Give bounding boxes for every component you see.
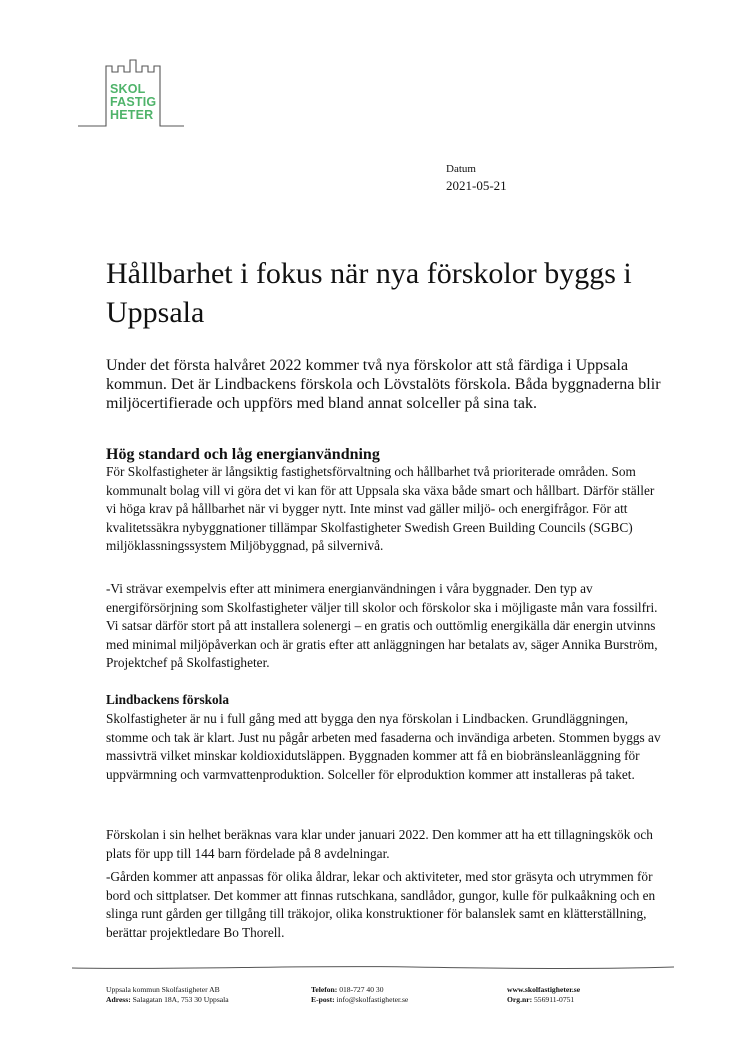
footer-website-link[interactable]: www.skolfastigheter.se	[507, 985, 581, 994]
section2-paragraph-2: Förskolan i sin helhet beräknas vara klar under januari 2022. Den kommer att ha ett tillagningskök och plats för upp till 144 barn fördelade på 8 avdelningar.	[106, 827, 653, 861]
section2-paragraph-3: -Gården kommer att anpassas för olika åldrar, lekar och aktiviteter, med stor gräsyta och utrymmen för bord och sittplatser. Det kommer att finnas rutschkana, sandlådor, gungor, kulle för pulkaåkning och en slinga runt gården ger tillgång till träkojor, olika konstruktioner för balanslek samt en klätterställning, berättar projektledare Bo Thorell.	[106, 869, 656, 940]
logo-line-1: SKOL	[110, 82, 146, 96]
section1-paragraph-1: För Skolfastigheter är långsiktig fastighetsförvaltning och hållbarhet två prioriterade områden. Som kommunalt bolag vill vi göra det vi kan för att Uppsala ska växa både smart och hållbart. Därför ställer vi höga krav på hållbarhet när vi bygger nytt. Inte minst vad gäller miljö- och energifrågor. För att kvalitetssäkra nybyggnationer tillämpar Skolfastigheter Swedish Green Building Councils (SGBC) miljöklassningssystem Miljöbyggnad, på silvernivå.	[106, 464, 655, 554]
logo-line-2: FASTIG	[110, 95, 157, 109]
section1-paragraph-2: -Vi strävar exempelvis efter att minimera energianvändningen i våra byggnader. Den typ av energiförsörjning som Skolfastigheter väljer till skolor och förskolor ska i möjligaste mån vara fossilfri. Vi satsar därför stort på att installera solenergi – en gratis och outtömlig energikälla där energin utvinns med minimal miljöpåverkan och är gratis efter att anläggningen har betalats av, säger Annika Burström, Projektchef på Skolfastigheter.	[106, 581, 658, 671]
section-heading-lindbacken: Lindbackens förskola	[106, 692, 230, 707]
footer-web-block	[507, 985, 580, 1004]
section2-paragraph-1: Skolfastigheter är nu i full gång med att bygga den nya förskolan i Lindbacken. Grundläggningen, stomme och tak är klart. Just nu pågår arbeten med fasaderna och invändiga arbeten. Stommen byggs av massivträ vilket minskar koldioxidutsläppen. Byggnaden kommer att få en biobränsleanläggning för uppvärmning och varmvattenproduktion. Solceller för elproduktion kommer att installeras på taket.	[106, 711, 661, 782]
footer-email[interactable]: E-post: info@skolfastigheter.se	[311, 994, 409, 1004]
footer-company: Uppsala kommun Skolfastigheter AB	[106, 985, 220, 994]
logo-line-3: HETER	[110, 108, 154, 122]
footer-contact-block	[311, 985, 408, 1004]
footer-address: Adress: Salagatan 18A, 753 30 Uppsala	[106, 994, 229, 1004]
logo	[0, 0, 200, 140]
footer-phone: Telefon: 018-727 40 30	[311, 985, 384, 994]
footer-orgnr: Org.nr: 556911-0751	[507, 994, 575, 1004]
footer-divider	[72, 960, 674, 976]
footer-company-block	[106, 985, 229, 1004]
date-value: 2021-05-21	[446, 178, 507, 193]
page-title: Hållbarhet i fokus när nya förskolor byggs i Uppsala	[106, 257, 632, 329]
section-heading-energy: Hög standard och låg energianvändning	[106, 446, 380, 463]
date-label: Datum	[446, 163, 476, 175]
lead-paragraph: Under det första halvåret 2022 kommer två nya förskolor att stå färdiga i Uppsala kommun. Det är Lindbackens förskola och Lövstalöts förskola. Båda byggnaderna blir miljöcertifierade och uppförs med bland annat solceller på sina tak.	[106, 357, 661, 412]
